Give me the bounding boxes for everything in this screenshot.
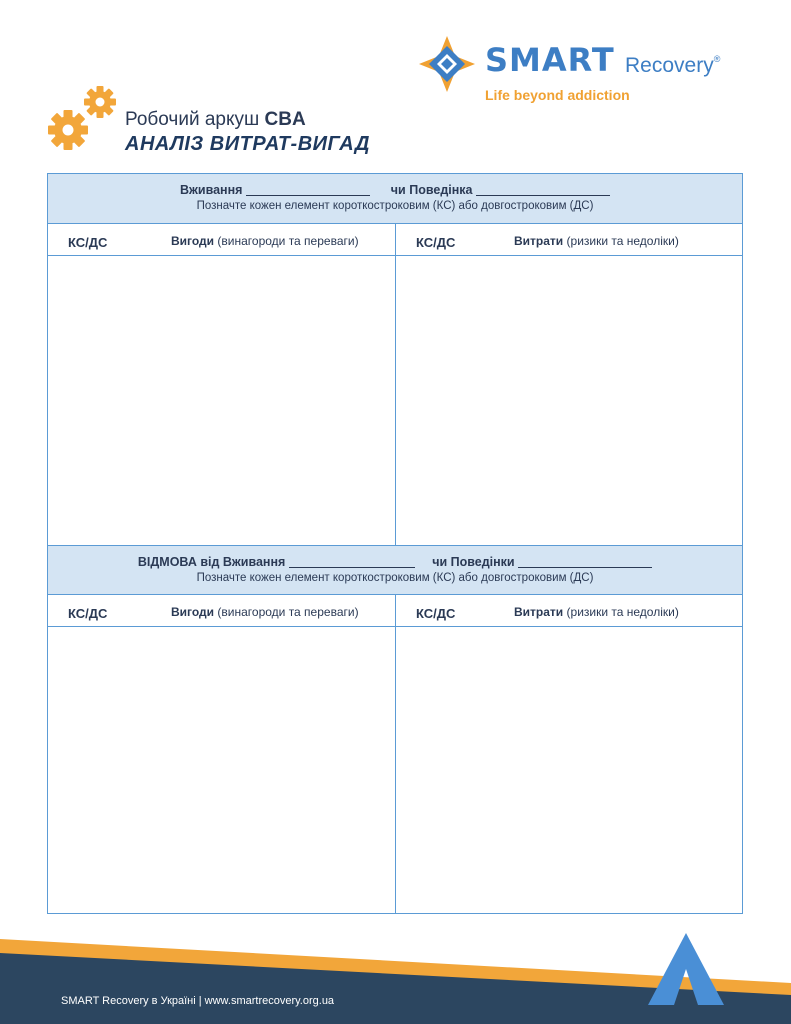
logo-product <box>625 54 720 78</box>
using-benefits-cell[interactable] <box>48 256 396 545</box>
costs-detail: (ризики та недоліки) <box>566 605 679 619</box>
logo-tagline: Life beyond addiction <box>485 87 630 103</box>
smart-recovery-logo <box>419 36 759 108</box>
costs-title: Витрати <box>514 234 564 248</box>
costs-detail: (ризики та недоліки) <box>566 234 679 248</box>
instruction-text: Позначте кожен елемент короткостроковим (КС) або довгостроковим (ДС) <box>196 200 594 212</box>
ksds-label: КС/ДС <box>68 235 108 250</box>
not-using-line <box>48 546 742 569</box>
footer-banner <box>0 925 791 1024</box>
benefits-label <box>171 234 359 248</box>
not-using-costs-cell[interactable] <box>396 627 742 913</box>
ksds-label: КС/ДС <box>416 606 456 621</box>
behavior-label: Поведінка <box>409 183 473 197</box>
or-label: чи <box>432 555 448 569</box>
benefits-column-header <box>48 224 396 256</box>
behavior-blank-field[interactable] <box>476 183 610 196</box>
behavior-label: Поведінки <box>450 555 515 569</box>
compass-star-icon <box>419 36 475 92</box>
title-prefix: Робочий аркуш <box>125 109 260 130</box>
instruction-text: Позначте кожен елемент короткостроковим (КС) або довгостроковим (ДС) <box>196 572 594 584</box>
benefits-detail: (винагороди та переваги) <box>217 605 359 619</box>
footer-text: SMART Recovery в Україні | www.smartrecovery.org.ua <box>61 995 335 1007</box>
benefits-column-header <box>48 595 396 627</box>
logo-product-text: Recovery <box>625 54 714 77</box>
ksds-label: КС/ДС <box>68 606 108 621</box>
or-label: чи <box>390 183 406 197</box>
gears-icon <box>42 80 122 160</box>
benefits-detail: (винагороди та переваги) <box>217 234 359 248</box>
using-costs-cell[interactable] <box>396 256 742 545</box>
benefits-title: Вигоди <box>171 234 215 248</box>
logo-brand: SMART <box>485 41 615 79</box>
using-label: Вживання <box>180 183 243 197</box>
using-blank-field[interactable] <box>246 183 370 196</box>
not-behavior-blank-field[interactable] <box>518 555 652 568</box>
ksds-label: КС/ДС <box>416 235 456 250</box>
not-using-label: ВІДМОВА від Вживання <box>137 555 286 569</box>
costs-label <box>514 234 679 248</box>
logo-registered: ® <box>713 54 721 64</box>
not-using-blank-field[interactable] <box>289 555 415 568</box>
using-line <box>48 174 742 197</box>
costs-column-header <box>396 224 742 256</box>
not-using-benefits-cell[interactable] <box>48 627 396 913</box>
benefits-title: Вигоди <box>171 605 215 619</box>
section-using-header <box>48 174 742 224</box>
costs-title: Витрати <box>514 605 564 619</box>
title-acronym: CBA <box>264 109 306 130</box>
benefits-label <box>171 605 359 619</box>
worksheet-subtitle: АНАЛІЗ ВИТРАТ-ВИГАД <box>125 133 370 155</box>
worksheet-title <box>125 109 306 131</box>
cba-worksheet-table <box>47 173 743 914</box>
costs-label <box>514 605 679 619</box>
section-not-using-header <box>48 545 742 595</box>
costs-column-header <box>396 595 742 627</box>
